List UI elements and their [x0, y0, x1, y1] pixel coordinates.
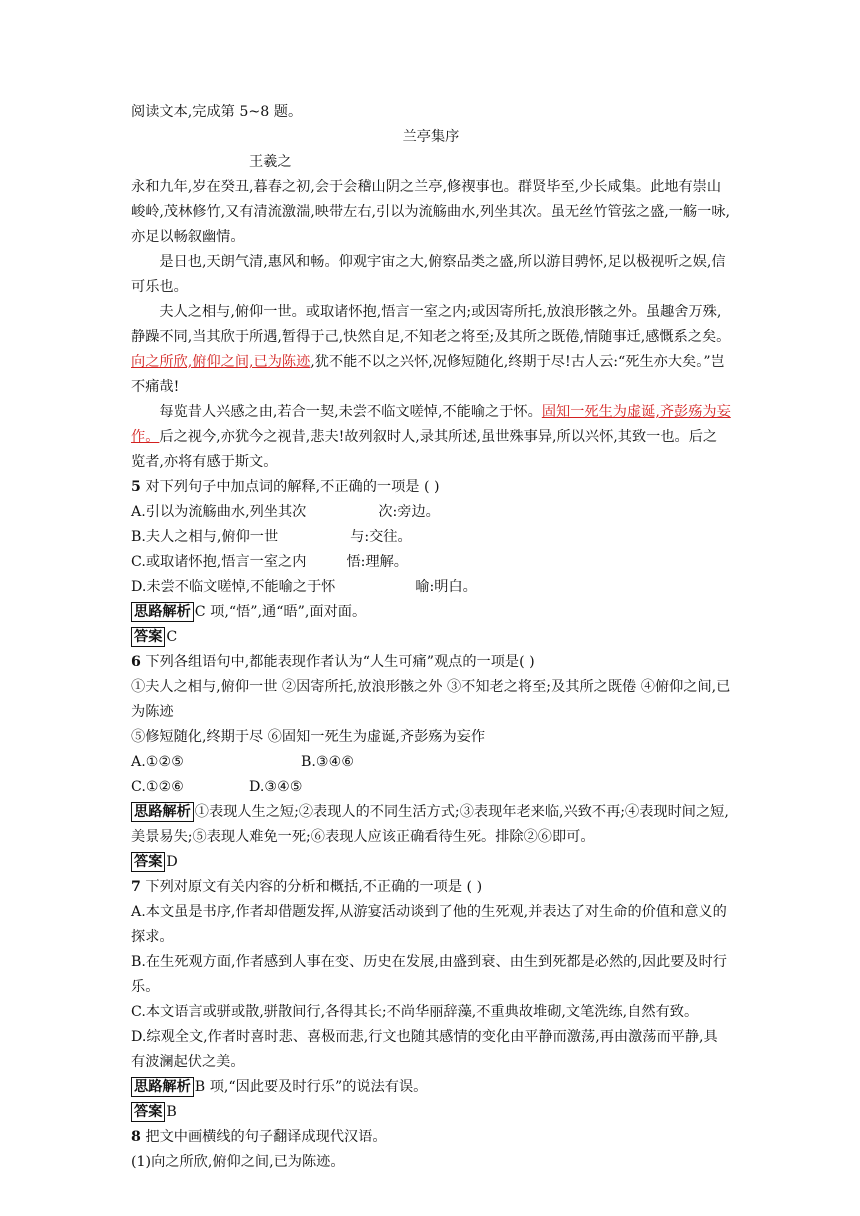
passage-author: 王羲之	[249, 154, 292, 170]
question-6-items-2: ⑤修短随化,终期于尽 ⑥固知一死生为虚诞,齐彭殇为妄作	[131, 729, 486, 745]
reading-intro: 阅读文本,完成第 5~8 题。	[131, 104, 303, 120]
question-5-text: 对下列句子中加点词的解释,不正确的一项是 ( )	[140, 479, 440, 495]
question-8-sub-1: (1)向之所欣,俯仰之间,已为陈迹。	[131, 1154, 345, 1170]
option-a-explanation: 次:旁边。	[378, 504, 440, 520]
option-d-text: D.未尝不临文嗟悼,不能喻之于怀	[131, 579, 336, 595]
answer-text: D	[166, 854, 178, 870]
question-6-answer	[131, 850, 731, 875]
answer-text: B	[166, 1104, 177, 1120]
document-page	[131, 100, 731, 1175]
option-a-text: A.引以为流觞曲水,列坐其次	[131, 504, 307, 520]
question-7-option-b: B.在生死观方面,作者感到人事在变、历史在发展,由盛到衰、由生到死都是必然的,因此要及时行乐。	[131, 954, 727, 995]
question-6-number: 6	[131, 654, 141, 670]
question-7-option-d: D.综观全文,作者时喜时悲、喜极而悲,行文也随其感情的变化由平静而激荡,再由激荡而平静,具有波澜起伏之美。	[131, 1029, 718, 1070]
answer-label: 答案	[131, 627, 165, 647]
paragraph-3-text-b: ,犹不能不以之兴怀,况修短随化,终期于尽!古人云:“死生亦大矣。”岂不痛哉!	[131, 354, 725, 395]
question-6-options-ab	[131, 750, 731, 775]
question-5-number: 5	[131, 479, 141, 495]
question-7-number: 7	[131, 879, 141, 895]
question-8-text: 把文中画横线的句子翻译成现代汉语。	[140, 1129, 387, 1145]
question-6-analysis	[131, 800, 731, 850]
answer-label: 答案	[131, 852, 165, 872]
question-7-option-c: C.本文语言或骈或散,骈散间行,各得其长;不尚华丽辞藻,不重典故堆砌,文笔洗练,自然有致。	[131, 1004, 699, 1020]
option-b: B.③④⑥	[301, 754, 355, 770]
analysis-text: C 项,“悟”,通“晤”,面对面。	[194, 604, 367, 620]
paragraph-4-text-a: 每览昔人兴感之由,若合一契,未尝不临文嗟悼,不能喻之于怀。	[159, 404, 542, 420]
question-7-analysis	[131, 1075, 731, 1100]
passage-paragraph-1: 永和九年,岁在癸丑,暮春之初,会于会稽山阴之兰亭,修禊事也。群贤毕至,少长咸集。此地有崇山峻岭,茂林修竹,又有清流激湍,映带左右,引以为流觞曲水,列坐其次。虽无丝竹管弦之盛,一觞一咏,亦足以畅叙幽情。	[131, 179, 731, 245]
paragraph-4-text-b: 后之视今,亦犹今之视昔,悲夫!故列叙时人,录其所述,虽世殊事异,所以兴怀,其致一也。后之览者,亦将有感于斯文。	[131, 429, 718, 470]
analysis-label: 思路解析	[131, 802, 194, 822]
analysis-label: 思路解析	[131, 1077, 194, 1097]
paragraph-3-text-a: 夫人之相与,俯仰一世。或取诸怀抱,悟言一室之内;或因寄所托,放浪形骸之外。虽趣舍万殊,静躁不同,当其欣于所遇,暂得于己,快然自足,不知老之将至;及其所之既倦,情随事迁,感慨系之矣。	[131, 304, 731, 345]
question-7-answer	[131, 1100, 731, 1125]
option-c: C.①②⑥	[131, 779, 185, 795]
question-7-stem	[131, 875, 731, 900]
question-5-option-d	[131, 575, 731, 600]
question-8-number: 8	[131, 1129, 141, 1145]
analysis-label: 思路解析	[131, 602, 194, 622]
question-5-stem	[131, 475, 731, 500]
question-8-stem	[131, 1125, 731, 1150]
answer-label: 答案	[131, 1102, 165, 1122]
passage-title: 兰亭集序	[402, 129, 460, 145]
question-5-option-a	[131, 500, 731, 525]
question-5-option-b	[131, 525, 731, 550]
question-7-option-a: A.本文虽是书序,作者却借题发挥,从游宴活动谈到了他的生死观,并表达了对生命的价值和意义的探求。	[131, 904, 727, 945]
underlined-sentence-1: 向之所欣,俯仰之间,已为陈迹	[131, 354, 311, 370]
option-d-explanation: 喻:明白。	[415, 579, 477, 595]
analysis-text: ①表现人生之短;②表现人的不同生活方式;③表现年老来临,兴致不再;④表现时间之短,美景易失;⑤表现人难免一死;⑥表现人应该正确看待生死。排除②⑥即可。	[131, 804, 729, 845]
question-5-analysis	[131, 600, 731, 625]
passage-paragraph-3	[131, 300, 731, 400]
option-a: A.①②⑤	[131, 754, 184, 770]
question-6-items-1: ①夫人之相与,俯仰一世 ②因寄所托,放浪形骸之外 ③不知老之将至;及其所之既倦 ④俯仰之间,已为陈迹	[131, 679, 731, 720]
underlined-sentence-2: 固知一死生为虚诞,齐彭殇为妄作。	[131, 404, 731, 445]
question-7-text: 下列对原文有关内容的分析和概括,不正确的一项是 ( )	[140, 879, 483, 895]
question-5-option-c	[131, 550, 731, 575]
question-6-options-cd	[131, 775, 731, 800]
option-b-text: B.夫人之相与,俯仰一世	[131, 529, 279, 545]
option-d: D.③④⑤	[249, 779, 303, 795]
question-6-stem	[131, 650, 731, 675]
answer-text: C	[166, 629, 178, 645]
question-5-answer	[131, 625, 731, 650]
question-6-text: 下列各组语句中,都能表现作者认为“人生可痛”观点的一项是( )	[140, 654, 535, 670]
passage-paragraph-2: 是日也,天朗气清,惠风和畅。仰观宇宙之大,俯察品类之盛,所以游目骋怀,足以极视听之娱,信可乐也。	[131, 254, 726, 295]
analysis-text: B 项,“因此要及时行乐”的说法有误。	[194, 1079, 428, 1095]
option-c-text: C.或取诸怀抱,悟言一室之内	[131, 554, 307, 570]
option-c-explanation: 悟:理解。	[346, 554, 408, 570]
passage-paragraph-4	[131, 400, 731, 475]
option-b-explanation: 与:交往。	[350, 529, 412, 545]
